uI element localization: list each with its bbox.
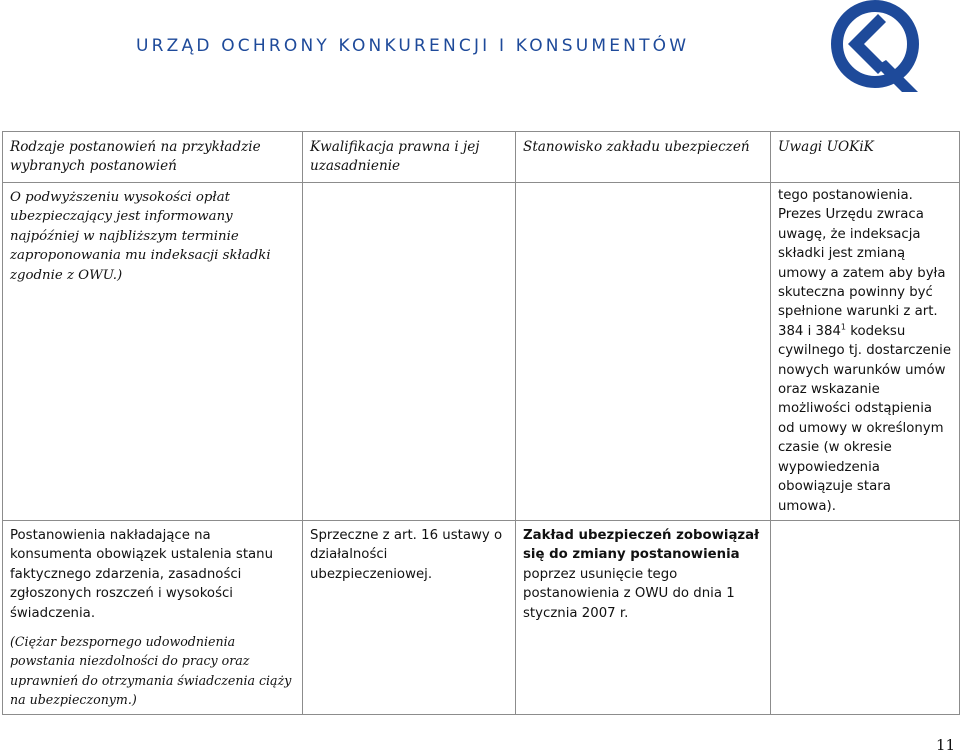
uokik-remarks-cell <box>771 183 960 521</box>
remarks-superscript: 1 <box>840 322 847 332</box>
table-cell-empty <box>771 520 960 714</box>
uokik-logo-icon <box>828 0 924 92</box>
insurer-position-cell <box>516 520 771 714</box>
table-cell <box>3 520 303 714</box>
table-row <box>3 520 960 714</box>
column-header: Uwagi UOKiK <box>771 132 960 183</box>
provision-example: (Ciężar bezspornego udowodnienia powstania niezdolności do pracy oraz uprawnień do otrzymania świadczenia ciąży na ubezpieczonym.) <box>10 633 292 708</box>
column-header: Stanowisko zakładu ubezpieczeń <box>516 132 771 183</box>
insurer-position-bold: Zakład ubezpieczeń zobowiązał się do zmiany postanowienia <box>523 527 760 563</box>
remarks-text-continued: kodeksu cywilnego tj. dostarczenie nowych warunków umów oraz wskazanie możliwości odstąpienia od umowy w określonym czasie (w okresie wypowiedzenia obowiązuje stara umowa). <box>778 323 952 514</box>
insurer-position-text: poprzez usunięcie tego postanowienia z OWU do dnia 1 stycznia 2007 r. <box>523 566 735 621</box>
table-cell-empty <box>303 183 516 521</box>
remarks-text: tego postanowienia. Prezes Urzędu zwraca uwagę, że indeksacja składki jest zmianą umowy a zatem aby była skuteczna powinny być spełnione warunki z art. 384 i 384 <box>778 188 946 339</box>
table-cell-empty <box>516 183 771 521</box>
table-header-row <box>3 132 960 183</box>
column-header: Rodzaje postanowień na przykładzie wybranych postanowień <box>3 132 303 183</box>
decisions-table <box>2 131 960 715</box>
table-cell: O podwyższeniu wysokości opłat ubezpieczający jest informowany najpóźniej w najbliższym terminie zaproponowania mu indeksacji składki zgodnie z OWU.) <box>3 183 303 521</box>
page-header-title: URZĄD OCHRONY KONKURENCJI I KONSUMENTÓW <box>136 36 690 56</box>
table-row <box>3 183 960 521</box>
column-header: Kwalifikacja prawna i jej uzasadnienie <box>303 132 516 183</box>
page-number: 11 <box>936 736 956 754</box>
provision-description: Postanowienia nakładające na konsumenta obowiązek ustalenia stanu faktycznego zdarzenia, zasadności zgłoszonych roszczeń i wysokości świadczenia. <box>10 527 274 621</box>
legal-qualification-cell: Sprzeczne z art. 16 ustawy o działalności ubezpieczeniowej. <box>303 520 516 714</box>
